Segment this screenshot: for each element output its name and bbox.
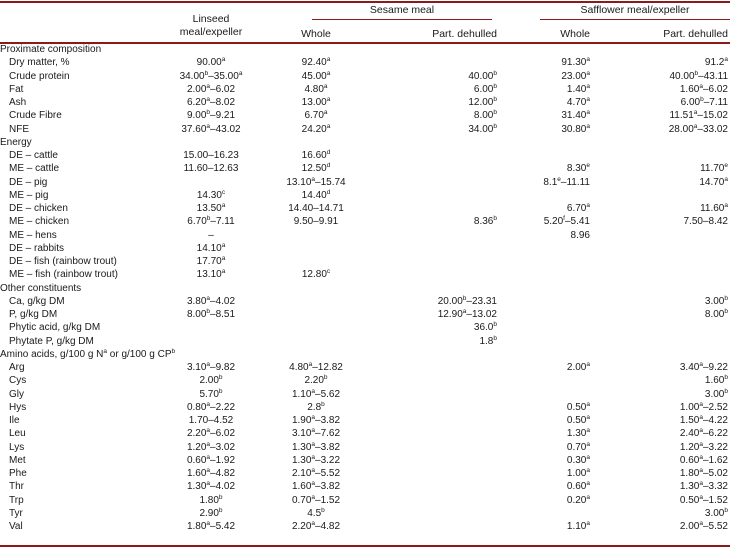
- cell-value: 1.60$^b$: [704, 374, 728, 387]
- cell-value: 2.00$^a$: [566, 361, 590, 373]
- row-label: DE – rabbits: [9, 242, 65, 254]
- row-label: DE – chicken: [9, 203, 68, 214]
- row-label: ME – chicken: [9, 216, 70, 228]
- cell-value: 2.10$^a$–5.52: [291, 467, 341, 479]
- section-heading: Amino acids, g/100 g $N^a$ or g/100 g $CP^b$: [0, 347, 176, 360]
- cell-value: 37.60$^a$–43.02: [181, 122, 241, 135]
- cell-value: 1.30$^a$–3.82: [291, 440, 341, 453]
- cell-value: 31.40$^a$: [561, 109, 590, 122]
- cell-value: 1.80$^a$–5.02: [679, 467, 728, 479]
- cell-value: 2.20$^a$–4.82: [291, 520, 341, 532]
- cell-value: 24.20$^a$: [301, 122, 331, 135]
- row-label: ME – cattle: [9, 163, 60, 175]
- cell-value: 11.60–12.63: [183, 163, 239, 175]
- cell-value: 1.00$^a$: [566, 467, 590, 479]
- cell-value: 2.00$^a$–5.52: [679, 520, 728, 532]
- row-label: Arg: [9, 362, 25, 373]
- cell-value: 3.10$^a$–7.62: [291, 427, 341, 440]
- cell-value: 14.10$^a$: [196, 241, 226, 254]
- header-sesame-whole: Whole: [301, 28, 331, 40]
- cell-value: 8.1e–11.11: [543, 175, 590, 188]
- row-label: P, g/kg DM: [9, 309, 58, 320]
- cell-value: 0.60$^a$–1.92: [186, 453, 236, 466]
- header-safflower-part: Part. dehulled: [663, 28, 728, 40]
- row-label: Ile: [9, 415, 20, 426]
- cell-value: 0.50$^a$: [566, 400, 590, 413]
- section-heading: Energy: [0, 136, 32, 148]
- section-heading: Proximate composition: [0, 44, 102, 55]
- row-label: DE – pig: [9, 176, 48, 188]
- cell-value: 36.0$^b$: [473, 321, 497, 334]
- cell-value: 5.20$^f$–5.41: [543, 215, 590, 228]
- cell-value: 1.40$^a$: [566, 82, 590, 95]
- row-label: Fat: [9, 83, 24, 95]
- cell-value: 13.00$^a$: [301, 96, 331, 108]
- cell-value: 2.8$^b$: [307, 400, 325, 413]
- row-label: Ca, g/kg DM: [9, 295, 65, 307]
- safflower-group-underline: [540, 19, 730, 20]
- cell-value: 90.00$^a$: [196, 56, 226, 69]
- row-label: Thr: [9, 481, 24, 493]
- cell-value: 1.60$^a$–3.82: [291, 480, 341, 493]
- header-sesame-group: Sesame meal: [369, 4, 435, 16]
- header-safflower-whole: Whole: [560, 28, 590, 40]
- cell-value: 2.20$^a$–6.02: [186, 427, 236, 440]
- cell-value: 16.60$^d$: [301, 149, 331, 161]
- cell-value: 8.00$^b$–8.51: [186, 308, 236, 320]
- row-label: Crude protein: [9, 70, 70, 82]
- cell-value: 2.40$^a$–6.22: [679, 427, 728, 440]
- cell-value: 7.50–8.42: [683, 216, 728, 228]
- row-label: ME – pig: [9, 189, 49, 201]
- cell-value: 1.30$^a$–4.02: [186, 480, 236, 493]
- cell-value: 30.80$^a$: [561, 122, 590, 135]
- cell-value: 3.80$^a$–4.02: [186, 294, 236, 307]
- row-label: Cys: [9, 375, 27, 387]
- cell-value: 0.70$^a$–1.52: [291, 493, 341, 506]
- bottom-rule: [0, 545, 730, 547]
- row-label: ME – fish (rainbow trout): [9, 269, 118, 281]
- cell-value: 23.00$^a$: [561, 69, 590, 82]
- cell-value: 9.50–9.91: [293, 216, 339, 228]
- cell-value: 2.00$^a$–6.02: [186, 82, 236, 95]
- cell-value: 8.30e: [566, 162, 590, 175]
- header-sesame-part: Part. dehulled: [432, 28, 497, 40]
- header-linseed-line2: meal/expeller: [179, 26, 243, 38]
- cell-value: 1.20$^a$–3.02: [186, 440, 236, 453]
- cell-value: 14.40–14.71: [288, 203, 344, 214]
- cell-value: 12.00$^b$: [468, 96, 497, 108]
- cell-value: 3.00$^b$: [704, 506, 728, 519]
- cell-value: 14.40$^d$: [301, 188, 331, 201]
- cell-value: 40.00$^b$: [468, 69, 497, 82]
- cell-value: 11.51$^a$–15.02: [669, 109, 728, 122]
- cell-value: 4.80$^a$–12.82: [289, 361, 343, 373]
- cell-value: 1.20$^a$–3.22: [679, 440, 728, 453]
- cell-value: 91.2$^a$: [704, 56, 728, 69]
- cell-value: 1.60$^a$–6.02: [679, 82, 728, 95]
- cell-value: 1.10$^a$: [566, 520, 590, 532]
- cell-value: 3.10$^a$–9.82: [186, 361, 236, 373]
- cell-value: 1.80$^a$–5.42: [186, 520, 236, 532]
- row-label: Dry matter, %: [9, 57, 70, 69]
- cell-value: 0.60$^a$–1.62: [679, 453, 728, 466]
- cell-value: 13.50$^a$: [196, 202, 226, 214]
- cell-value: 45.00$^a$: [301, 69, 331, 82]
- cell-value: 0.70$^a$: [566, 440, 590, 453]
- cell-value: 91.30$^a$: [561, 56, 590, 69]
- sesame-group-underline: [312, 19, 492, 20]
- header-bottom-rule: [0, 42, 730, 44]
- cell-value: 1.30$^a$–3.22: [291, 453, 341, 466]
- cell-value: 12.90$^a$–13.02: [437, 308, 497, 320]
- row-label: Tyr: [9, 507, 23, 519]
- cell-value: 1.90$^a$–3.82: [291, 414, 341, 426]
- cell-value: 6.20$^a$–8.02: [186, 96, 236, 108]
- row-label: Phytic acid, g/kg DM: [9, 322, 101, 334]
- cell-value: 5.70$^b$: [199, 387, 223, 400]
- cell-value: 40.00$^b$–43.11: [669, 69, 728, 82]
- header-safflower-group: Safflower meal/expeller: [580, 4, 690, 16]
- row-label: Met: [9, 454, 26, 466]
- cell-value: 92.40$^a$: [301, 56, 331, 69]
- cell-value: 20.00$^b$–23.31: [437, 294, 497, 307]
- top-rule: [0, 1, 730, 3]
- row-label: Leu: [9, 428, 26, 440]
- cell-value: 6.70$^b$–7.11: [187, 215, 235, 228]
- cell-value: 34.00$^b$–35.00$^a$: [179, 69, 243, 82]
- row-label: NFE: [9, 123, 29, 135]
- cell-value: 0.50$^a$: [566, 414, 590, 426]
- cell-value: 17.70$^a$: [196, 255, 226, 267]
- cell-value: 34.00$^b$: [468, 122, 497, 135]
- row-label: DE – fish (rainbow trout): [9, 256, 117, 267]
- cell-value: 12.80$^c$: [301, 268, 331, 281]
- cell-value: 1.00$^a$–2.52: [679, 400, 728, 413]
- cell-value: 3.00$^b$: [704, 294, 728, 307]
- cell-value: 1.10$^a$–5.62: [291, 387, 341, 400]
- cell-value: 8.00$^b$: [473, 109, 497, 122]
- cell-value: 11.60$^a$: [700, 202, 728, 214]
- cell-value: 13.10$^a$: [196, 268, 226, 281]
- row-label: Gly: [9, 388, 24, 400]
- cell-value: 1.50$^a$–4.22: [679, 414, 728, 426]
- cell-value: 9.00$^b$–9.21: [186, 109, 236, 122]
- cell-value: 6.70$^a$: [304, 109, 328, 122]
- cell-value: 12.50$^d$: [301, 162, 331, 175]
- cell-value: 2.90$^b$: [199, 506, 223, 519]
- cell-value: 6.70$^a$: [566, 202, 590, 214]
- row-label: Hys: [9, 401, 27, 413]
- cell-value: 1.60$^a$–4.82: [186, 467, 236, 479]
- cell-value: 1.70–4.52: [188, 415, 234, 426]
- row-label: Phytate P, g/kg DM: [9, 335, 94, 347]
- cell-value: 0.30$^a$: [566, 453, 590, 466]
- cell-value: 1.8$^b$: [479, 334, 497, 347]
- header-linseed-line1: Linseed: [192, 13, 230, 25]
- cell-value: 14.30$^c$: [196, 188, 226, 201]
- row-label: Trp: [9, 494, 24, 506]
- cell-value: 1.80$^b$: [199, 493, 223, 506]
- cell-value: 13.10$^a$–15.74: [286, 175, 346, 188]
- cell-value: 0.80$^a$–2.22: [186, 400, 236, 413]
- cell-value: 2.20$^b$: [304, 374, 328, 387]
- cell-value: 11.70e: [700, 162, 728, 175]
- section-heading: Other constituents: [0, 282, 82, 294]
- cell-value: –: [208, 229, 214, 241]
- cell-value: 3.00$^b$: [704, 387, 728, 400]
- cell-value: 3.40$^a$–9.22: [679, 361, 728, 373]
- cell-value: 4.80$^a$: [304, 82, 328, 95]
- cell-value: 8.96: [570, 229, 590, 241]
- cell-value: 0.50$^a$–1.52: [679, 493, 728, 506]
- row-label: Lys: [9, 441, 25, 453]
- row-label: Val: [9, 521, 23, 532]
- cell-value: 8.36$^b$: [473, 215, 497, 228]
- row-label: Ash: [9, 97, 27, 108]
- cell-value: 4.5$^b$: [307, 506, 325, 519]
- cell-value: 6.00$^b$–7.11: [680, 96, 728, 108]
- cell-value: 15.00–16.23: [183, 150, 239, 161]
- row-label: Crude Fibre: [9, 110, 62, 122]
- row-label: DE – cattle: [9, 150, 58, 161]
- cell-value: 28.00$^a$–33.02: [668, 122, 728, 135]
- cell-value: 2.00$^b$: [199, 374, 223, 387]
- cell-value: 8.00$^b$: [704, 308, 728, 320]
- cell-value: 14.70$^a$: [699, 175, 728, 188]
- cell-value: 6.00$^b$: [473, 82, 497, 95]
- cell-value: 0.20$^a$: [566, 493, 590, 506]
- cell-value: 4.70$^a$: [566, 96, 590, 108]
- cell-value: 1.30$^a$–3.32: [679, 480, 728, 493]
- cell-value: 1.30$^a$: [566, 427, 590, 440]
- cell-value: 0.60$^a$: [566, 480, 590, 493]
- row-label: Phe: [9, 468, 27, 479]
- row-label: ME – hens: [9, 229, 57, 241]
